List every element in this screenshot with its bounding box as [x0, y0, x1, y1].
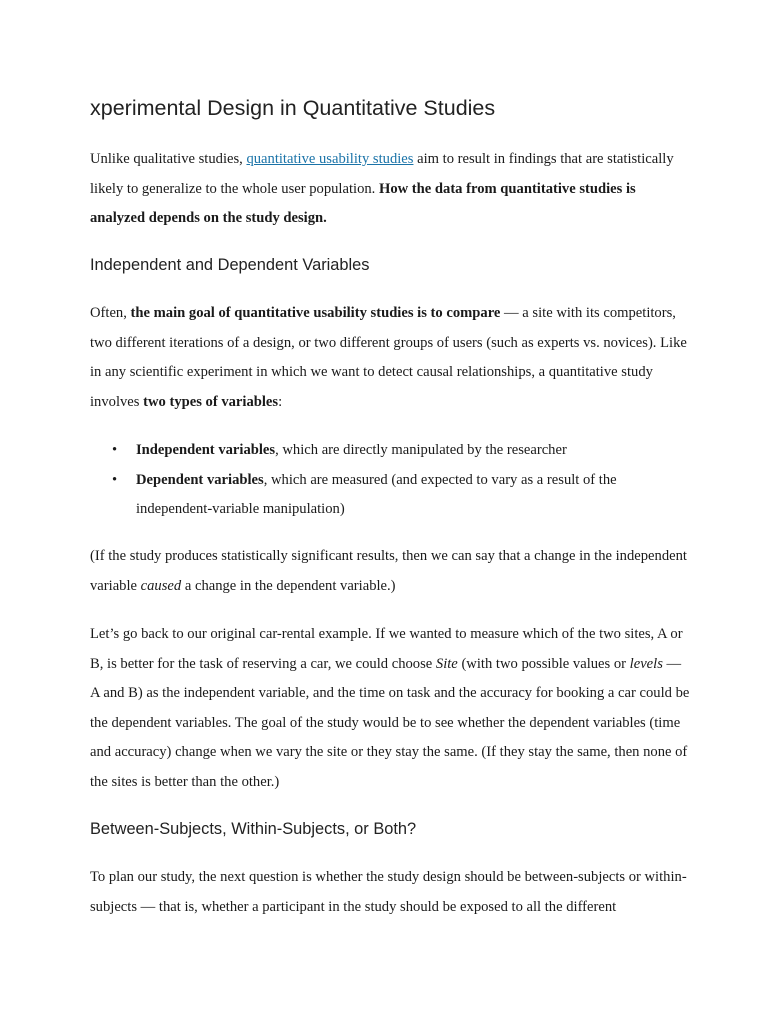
page-title: xperimental Design in Quantitative Studies [90, 96, 496, 120]
car-rental-text-2: (with two possible values or [457, 655, 630, 672]
section-heading-design: Between-Subjects, Within-Subjects, or Both? [90, 820, 417, 838]
list-item-bold: Dependent variables [136, 471, 264, 488]
list-item-bold: Independent variables [136, 442, 276, 458]
list-item [90, 466, 690, 525]
intro-paragraph [90, 145, 690, 234]
variables-paragraph [90, 299, 690, 417]
intro-text-2: aim to result in findings that are statistically likely to generalize to the whole user population. [90, 151, 674, 197]
list-item [90, 436, 690, 466]
variables-text-2: — a site with its competitors, two different iterations of a design, or two different groups of users (such as experts vs. novices). Like in any scientific experiment in which we want to detect causal relationships, a quantitative study involves [90, 305, 687, 410]
variables-text-1: Often, [90, 305, 131, 321]
design-paragraph: To plan our study, the next question is whether the study design should be between-subjects or within-subjects — that is, whether a participant in the study should be exposed to all the different [90, 869, 687, 915]
bullet-icon: • [112, 471, 118, 488]
bullet-icon: • [112, 442, 118, 458]
list-item-text: , which are measured (and expected to vary as a result of the independent-variable manipulation) [136, 471, 617, 517]
causation-text-2: a change in the dependent variable.) [181, 577, 396, 594]
quantitative-usability-studies-link[interactable]: quantitative usability studies [246, 151, 414, 167]
car-rental-text-1: Let’s go back to our original car-rental example. If we wanted to measure which of the two sites, A or B, is better for the task of reserving a car, we could choose [90, 626, 683, 672]
list-item-text: , which are directly manipulated by the researcher [275, 442, 567, 458]
causation-paragraph [90, 542, 690, 601]
variables-bold-2: two types of variables [143, 393, 279, 410]
causation-italic: caused [140, 577, 182, 594]
car-rental-text-3: — A and B) as the independent variable, and the time on task and the accuracy for booking a car could be the dependent variables. The goal of the study would be to see whether the dependent variables (time and accuracy) change when we vary the site or they stay the same. (If they stay the same, then none of the sites is better than the other.) [90, 655, 690, 790]
section-heading-variables: Independent and Dependent Variables [90, 256, 370, 274]
causation-text-1: (If the study produces statistically significant results, then we can say that a change in the independent variable [90, 548, 687, 594]
car-rental-italic-site: Site [435, 655, 458, 672]
car-rental-italic-levels: levels [629, 655, 663, 672]
variables-bold-1: the main goal of quantitative usability studies is to compare [130, 305, 501, 321]
intro-text-1: Unlike qualitative studies, [90, 151, 247, 167]
car-rental-paragraph [90, 620, 690, 797]
intro-bold-text: How the data from quantitative studies is analyzed depends on the study design. [90, 180, 636, 226]
variables-list [90, 436, 690, 525]
variables-text-3: : [278, 393, 283, 410]
